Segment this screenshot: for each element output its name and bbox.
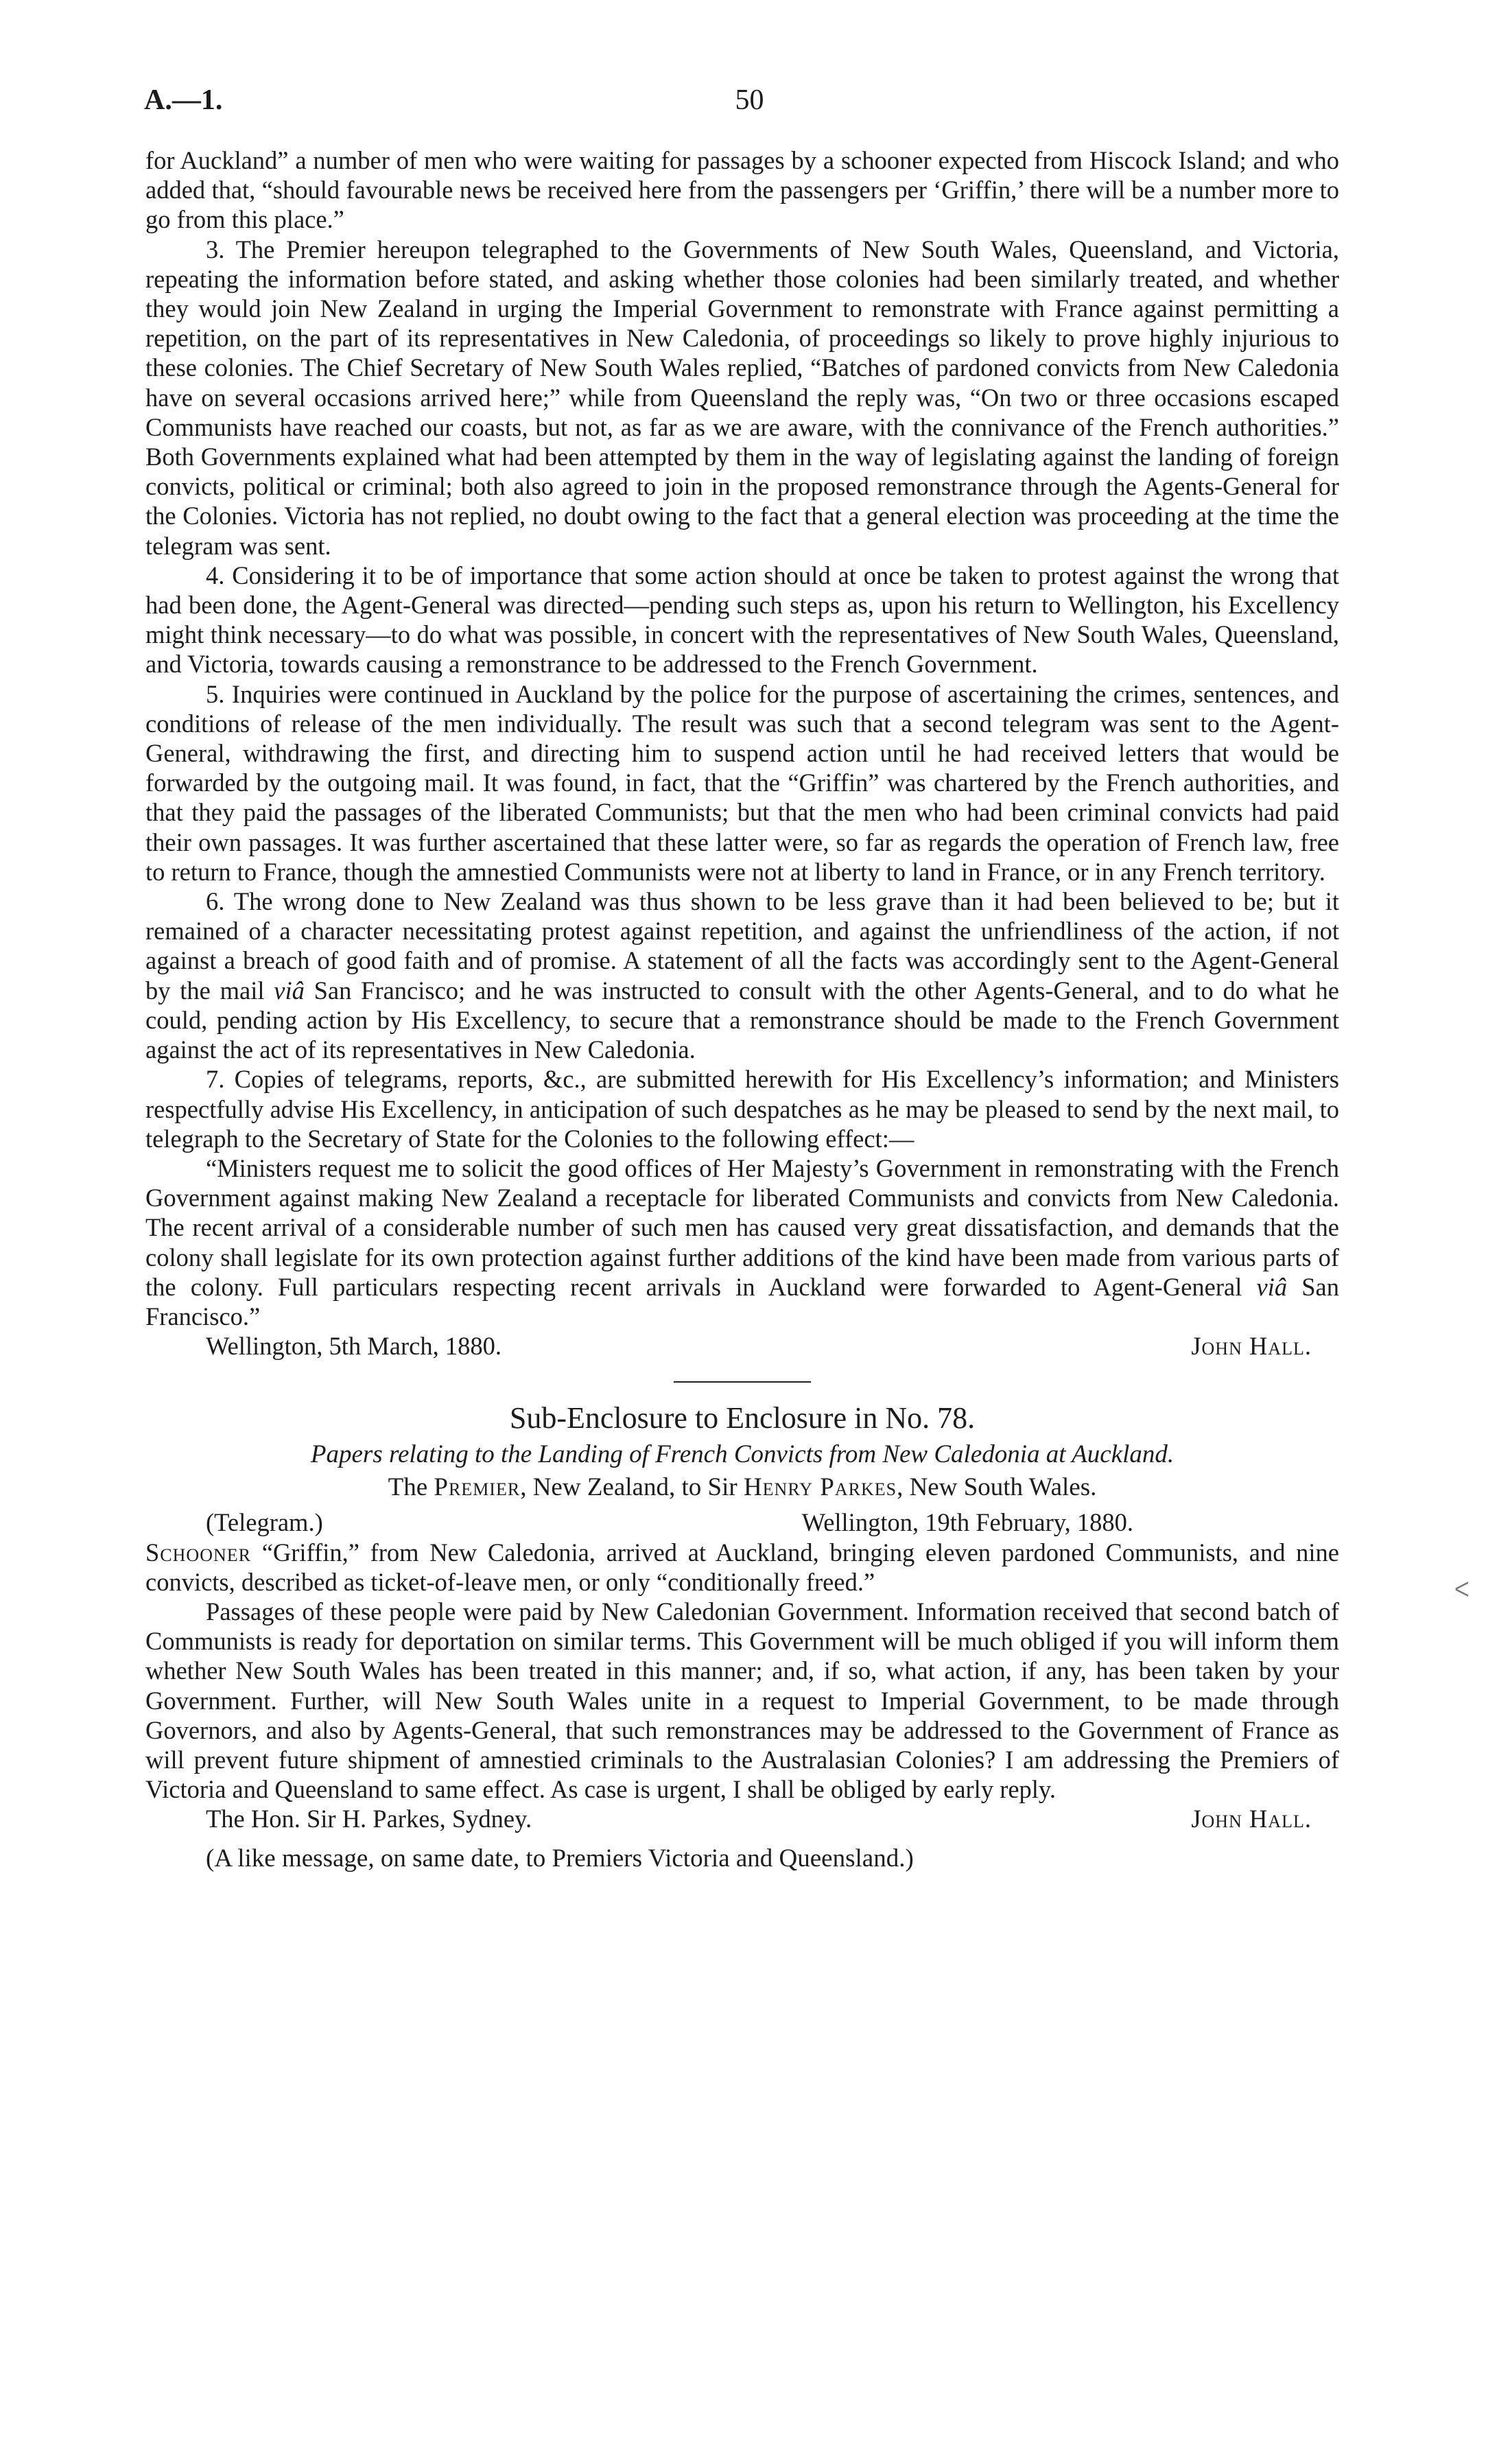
paragraph-3: 3. The Premier hereupon telegraphed to the Governments of New South Wales, Queensland, and Victoria, repeating the information before stated, and asking whether those colonies had been similarly treated, and whether they would join New Zealand in urging the Imperial Government to remonstrate with France against permitting a repetition, on the part of its representatives in New Caledonia, of proceedings so likely to prove highly injurious to these colonies. The Chief Secretary of New South Wales replied, “Batches of pardoned convicts from New Caledonia have on several occasions arrived here;” while from Queensland the reply was, “On two or three occasions escaped Communists have reached our coasts, but not, as far as we are aware, with the connivance of the French authorities.” Both Governments explained what had been attempted by them in the way of legislating against the landing of foreign convicts, political or criminal; both also agreed to join in the proposed remonstrance through the Agents-General for the Colonies. Victoria has not replied, no doubt owing to the fact that a general election was proceeding at the time the telegram was sent. xyxy=(145,235,1339,560)
signature-block-1 xyxy=(145,1331,1339,1361)
telegram-paragraph-1-text: “Griffin,” from New Caledonia, arrived at Auckland, bringing eleven pardoned Communists, and nine convicts, described as ticket-of-leave men, or only “conditionally freed.” xyxy=(145,1538,1339,1596)
addressee-mid: , New Zealand, to Sir xyxy=(520,1473,744,1502)
signature-place-date: Wellington, 5th March, 1880. xyxy=(206,1332,501,1361)
telegram-date: Wellington, 19th February, 1880. xyxy=(801,1508,1133,1537)
telegram-header xyxy=(145,1507,1339,1537)
telegram-recipient: The Hon. Sir H. Parkes, Sydney. xyxy=(206,1805,532,1833)
sub-enclosure-subtitle: Papers relating to the Landing of French Convicts from New Caledonia at Auckland. xyxy=(310,1440,1175,1469)
paragraph-4: 4. Considering it to be of importance that some action should at once be taken to protest against the wrong that had been done, the Agent-General was directed—pending such steps as, upon his return to Wellington, his Excellency might think necessary—to do what was possible, in concert with the representatives of New South Wales, Queensland, and Victoria, towards causing a remonstrance to be addressed to the French Government. xyxy=(145,561,1339,679)
telegram-label: (Telegram.) xyxy=(206,1508,323,1537)
signature-block-2 xyxy=(145,1804,1339,1833)
margin-mark: ᐸ xyxy=(1454,1579,1470,1601)
telegram-schooner-word: Schooner xyxy=(145,1538,251,1567)
footnote-message: (A like message, on same date, to Premiers Victoria and Queensland.) xyxy=(206,1844,914,1873)
addressee-line xyxy=(145,1472,1339,1503)
quote-via: viâ xyxy=(1256,1272,1288,1301)
page-number: 50 xyxy=(735,84,764,116)
page-header xyxy=(144,84,1355,128)
quoted-telegram xyxy=(145,1153,1339,1331)
telegram-paragraph-2: Passages of these people were paid by New Caledonian Government. Information received that second batch of Communists is ready for deportation on similar terms. This Government will be much obliged if you will inform them whether New South Wales has been treated in this manner; and, if so, what action, if any, has been taken by your Government. Further, will New South Wales unite in a request to Imperial Government, to be made through Governors, and also by Agents-General, that such remonstrances may be addressed to the Government of France as will prevent future shipment of amnestied criminals to the Australasian Colonies? I am addressing the Premiers of Victoria and Queensland to same effect. As case is urgent, I shall be obliged by early reply. xyxy=(145,1597,1339,1804)
sub-enclosure-title: Sub-Enclosure to Enclosure in No. 78. xyxy=(509,1401,976,1435)
addressee-parkes: Henry Parkes xyxy=(743,1473,897,1502)
telegram-paragraph-1 xyxy=(145,1538,1339,1597)
paragraph-6 xyxy=(145,887,1339,1064)
paragraph-6-text-b: San Francisco; and he was instructed to consult with the other Agents-General, and to do what he could, pending action by His Excellency, to secure that a remonstrance should be made to the French Government against the act of its representatives in New Caledonia. xyxy=(145,976,1339,1064)
signatory-name: John Hall. xyxy=(1191,1332,1312,1361)
paragraph-6-via: viâ xyxy=(274,976,305,1005)
paragraph-continued: for Auckland” a number of men who were waiting for passages by a schooner expected from Hiscock Island; and who added that, “should favourable news be received here from the passengers per ‘Griffin,’ there will be a number more to go from this place.” xyxy=(145,146,1339,234)
telegram-signatory: John Hall. xyxy=(1191,1805,1312,1833)
paragraph-5: 5. Inquiries were continued in Auckland by the police for the purpose of ascertaining the crimes, sentences, and conditions of release of the men individually. The result was such that a second telegram was sent to the Agent-General, withdrawing the first, and directing him to suspend action until he had received letters that would be forwarded by the outgoing mail. It was found, in fact, that the “Griffin” was chartered by the French authorities, and that they paid the passages of the liberated Communists; but that the men who had been criminal convicts had paid their own passages. It was further ascertained that these latter were, so far as regards the operation of French law, free to return to France, though the amnestied Communists were not at liberty to land in France, or in any French territory. xyxy=(145,679,1339,886)
document-body xyxy=(145,145,1339,1873)
addressee-the: The xyxy=(388,1473,434,1502)
quote-text-b: San Francisco.” xyxy=(145,1272,1339,1330)
paragraph-6-text-a: 6. The wrong done to New Zealand was thus shown to be less grave than it had been believed to be; but it remained of a character necessitating protest against repetition, and against the unfriendliness of the action, if not against a breach of good faith and of promise. A statement of all the facts was accordingly sent to the Agent-General by the mail xyxy=(145,887,1339,1005)
paragraph-7: 7. Copies of telegrams, reports, &c., are submitted herewith for His Excellency’s information; and Ministers respectfully advise His Excellency, in anticipation of such despatches as he may be pleased to send by the next mail, to telegraph to the Secretary of State for the Colonies to the following effect:— xyxy=(145,1065,1339,1153)
section-divider xyxy=(674,1381,811,1383)
document-reference: A.—1. xyxy=(144,84,223,116)
addressee-end: , New South Wales. xyxy=(897,1473,1097,1502)
addressee-premier: Premier xyxy=(434,1473,521,1502)
quote-text-a: “Ministers request me to solicit the good offices of Her Majesty’s Government in remonstrating with the French Government against making New Zealand a receptacle for liberated Communists and convicts from New Caledonia. The recent arrival of a considerable number of such men has caused very great dissatisfaction, and demands that the colony shall legislate for its own protection against further additions of the kind have been made from various parts of the colony. Full particulars respecting recent arrivals in Auckland were forwarded to Agent-General xyxy=(145,1153,1339,1301)
